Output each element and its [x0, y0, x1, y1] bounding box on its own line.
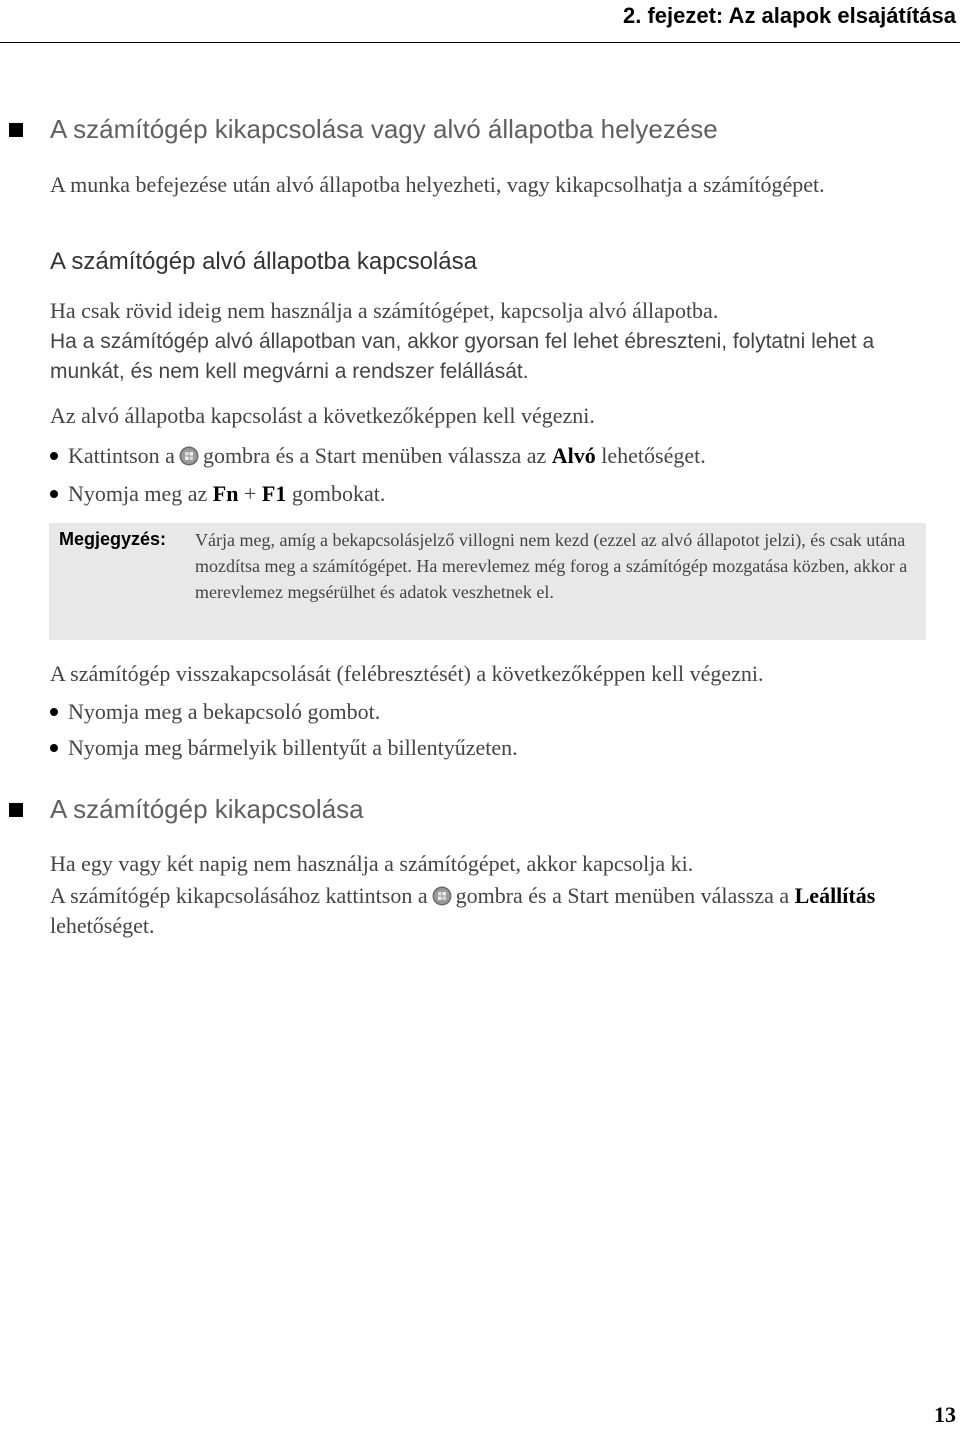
bullet-text: gombokat. — [291, 481, 386, 506]
shutdown-paragraph-1: Ha egy vagy két napig nem használja a számítógépet, akkor kapcsolja ki. — [50, 851, 694, 876]
chapter-title: 2. fejezet: Az alapok elsajátítása — [623, 3, 956, 28]
windows-start-icon — [432, 884, 452, 904]
list-item — [50, 733, 518, 763]
key-fn: Fn — [212, 481, 239, 506]
list-item — [50, 479, 385, 509]
list-item — [50, 697, 380, 727]
section-heading-shutdown: A számítógép kikapcsolása — [50, 794, 364, 824]
bullet-dot — [50, 744, 58, 752]
paragraph-text: A számítógép kikapcsolásához kattintson a — [50, 883, 428, 908]
bold-option-sleep: Alvó — [551, 443, 596, 468]
key-f1: F1 — [261, 481, 287, 506]
bullet-text: Nyomja meg az — [68, 481, 208, 506]
sleep-paragraph-1: Ha csak rövid ideig nem használja a számítógépet, kapcsolja alvó állapotba. — [50, 298, 719, 323]
bold-option-shutdown: Leállítás — [794, 883, 876, 908]
bullet-text: lehetőséget. — [601, 443, 706, 468]
bullet-text: Nyomja meg bármelyik billentyűt a billentyűzeten. — [68, 735, 518, 760]
section-bullet-icon — [9, 123, 23, 137]
sub-heading-sleep: A számítógép alvó állapotba kapcsolása — [50, 248, 477, 275]
page-number: 13 — [934, 1402, 956, 1427]
windows-start-icon — [179, 444, 199, 464]
note-label: Megjegyzés: — [59, 529, 167, 549]
bullet-dot — [50, 708, 58, 716]
plus-sign: + — [243, 481, 257, 506]
sleep-paragraph-2: Ha a számítógép alvó állapotban van, akkor gyorsan fel lehet ébreszteni, folytatni lehet a munkát, és nem kell megvárni a rendszer felállását. — [50, 330, 875, 383]
section-bullet-icon — [9, 803, 23, 817]
bullet-text: gombra és a Start menüben válassza az — [202, 443, 547, 468]
page-header — [0, 0, 960, 43]
intro-paragraph: A munka befejezése után alvó állapotba helyezheti, vagy kikapcsolhatja a számítógépet. — [50, 172, 825, 197]
bullet-text: Nyomja meg a bekapcsoló gombot. — [68, 699, 381, 724]
list-item — [50, 441, 706, 471]
paragraph-text: lehetőséget. — [50, 913, 155, 938]
bullet-text: Kattintson a — [68, 443, 175, 468]
note-text: Várja meg, amíg a bekapcsolásjelző villogni nem kezd (ezzel az alvó állapotot jelzi), és csak utána mozdítsa meg a számítógépet. Ha merevlemez még forog a számítógép mozgatása közben, akkor a merevlemez megsérülhet és adatok veszhetnek el. — [195, 530, 908, 602]
wake-paragraph: A számítógép visszakapcsolását (felébresztését) a következőképpen kell végezni. — [50, 661, 764, 686]
note-box — [49, 523, 926, 640]
paragraph-text: gombra és a Start menüben válassza a — [455, 883, 790, 908]
section-heading-sleep-shutdown: A számítógép kikapcsolása vagy alvó állapotba helyezése — [50, 114, 718, 144]
bullet-dot — [50, 452, 58, 460]
sleep-paragraph-3: Az alvó állapotba kapcsolást a következőképpen kell végezni. — [50, 403, 595, 428]
bullet-dot — [50, 490, 58, 498]
shutdown-paragraph-2 — [50, 881, 955, 941]
